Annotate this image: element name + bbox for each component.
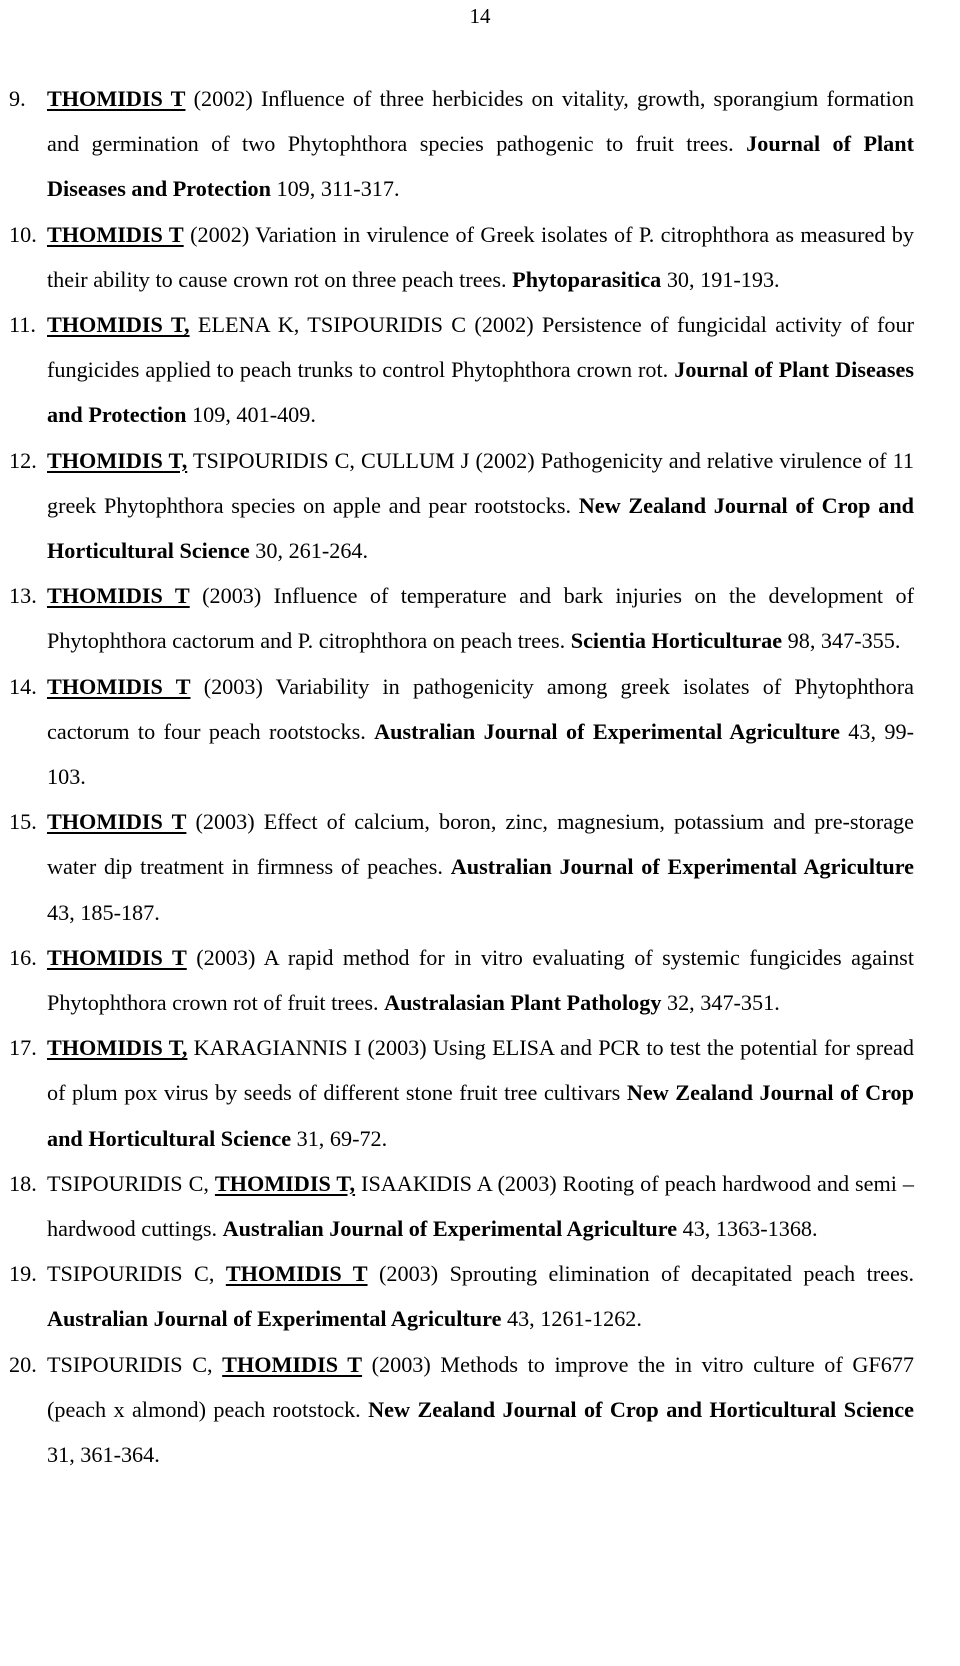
journal-name: Journal of Plant Diseases and Protection: [47, 131, 915, 202]
reference-number: 16.: [9, 944, 37, 970]
journal-name: Australasian Plant Pathology: [384, 990, 662, 1016]
reference-details: 32, 347-351.: [661, 990, 780, 1016]
reference-text: (2003) A rapid method for in vitro evaluating of systemic fungicides against Phytophthora crown rot of fruit trees.: [47, 944, 914, 1016]
reference-prefix: TSIPOURIDIS C,: [47, 1170, 215, 1196]
reference-number: 9.: [9, 86, 26, 111]
reference-number: 18.: [9, 1170, 37, 1196]
journal-name: Australian Journal of Experimental Agriculture: [374, 718, 840, 744]
highlighted-author: THOMIDIS T: [47, 673, 191, 699]
reference-number: 17.: [9, 1035, 37, 1061]
reference-list: [0, 76, 960, 1477]
reference-number: 15.: [9, 809, 37, 835]
reference-text: (2003) Effect of calcium, boron, zinc, magnesium, potassium and pre-storage water dip treatment in firmness of peaches.: [47, 809, 914, 880]
reference-number: 10.: [9, 221, 37, 247]
journal-name: Australian Journal of Experimental Agriculture: [450, 854, 915, 880]
reference-prefix: TSIPOURIDIS C,: [47, 1351, 223, 1377]
journal-name: Phytoparasitica: [512, 266, 662, 292]
reference-item: [3, 1251, 914, 1341]
reference-details: 98, 347-355.: [782, 628, 901, 654]
reference-details: 31, 69-72.: [291, 1125, 388, 1151]
reference-details: 43, 99-103.: [47, 718, 914, 790]
reference-item: [3, 573, 914, 663]
page-number: 14: [469, 4, 491, 28]
reference-number: 20.: [9, 1351, 37, 1377]
reference-number: 13.: [9, 583, 37, 609]
reference-item: [3, 1342, 914, 1478]
journal-name: Journal of Plant Diseases and Protection: [47, 357, 915, 428]
highlighted-author: THOMIDIS T,: [47, 312, 190, 338]
reference-details: 43, 1261-1262.: [501, 1306, 642, 1332]
highlighted-author: THOMIDIS T,: [214, 1170, 356, 1196]
reference-item: [3, 212, 914, 302]
reference-details: 109, 311-317.: [270, 176, 400, 202]
reference-text: (2002) Influence of three herbicides on vitality, growth, sporangium formation and germination of two Phytophthora species pathogenic to fruit trees.: [47, 86, 914, 157]
reference-number: 14.: [9, 673, 37, 699]
journal-name: Australian Journal of Experimental Agriculture: [222, 1216, 678, 1242]
reference-details: 30, 191-193.: [661, 266, 780, 292]
reference-item: [3, 302, 914, 438]
reference-item: [3, 438, 914, 574]
reference-text: (2002) Variation in virulence of Greek isolates of P. citrophthora as measured by their ability to cause crown rot on three peach trees.: [47, 221, 914, 292]
reference-text: (2003) Methods to improve the in vitro culture of GF677 (peach x almond) peach rootstock.: [47, 1351, 914, 1422]
reference-item: [3, 935, 914, 1025]
reference-item: [3, 1161, 914, 1251]
journal-name: New Zealand Journal of Crop and Horticultural Science: [47, 1080, 914, 1151]
highlighted-author: THOMIDIS T,: [47, 447, 188, 473]
reference-item: [3, 799, 914, 935]
highlighted-author: THOMIDIS T: [47, 809, 187, 835]
reference-item: [3, 664, 914, 800]
reference-number: 19.: [9, 1261, 37, 1287]
highlighted-author: THOMIDIS T: [47, 583, 190, 609]
reference-text: (2003) Sprouting elimination of decapitated peach trees.: [367, 1261, 914, 1287]
reference-number: 11.: [9, 312, 36, 338]
journal-name: New Zealand Journal of Crop and Horticultural Science: [47, 492, 914, 564]
reference-text: (2003) Influence of temperature and bark injuries on the development of Phytophthora cactorum and P. citrophthora on peach trees.: [47, 583, 914, 654]
reference-details: 30, 261-264.: [249, 538, 369, 564]
reference-prefix: TSIPOURIDIS C,: [47, 1261, 226, 1287]
highlighted-author: THOMIDIS T: [47, 221, 184, 247]
highlighted-author: THOMIDIS T: [225, 1261, 368, 1287]
reference-details: 43, 185-187.: [47, 899, 160, 925]
highlighted-author: THOMIDIS T,: [47, 1035, 188, 1061]
highlighted-author: THOMIDIS T: [222, 1351, 363, 1377]
reference-item: [3, 76, 914, 212]
reference-details: 109, 401-409.: [186, 402, 316, 428]
reference-item: [3, 1025, 914, 1161]
reference-number: 12.: [9, 447, 37, 473]
journal-name: Scientia Horticulturae: [570, 628, 783, 654]
reference-details: 31, 361-364.: [47, 1442, 160, 1468]
reference-text: KARAGIANNIS I (2003) Using ELISA and PCR to test the potential for spread of plum pox virus by seeds of different stone fruit tree cultivars: [47, 1035, 914, 1106]
reference-text: TSIPOURIDIS C, CULLUM J (2002) Pathogenicity and relative virulence of 11 greek Phytophthora species on apple and pear rootstocks.: [47, 447, 914, 518]
journal-name: Australian Journal of Experimental Agriculture: [47, 1306, 502, 1332]
highlighted-author: THOMIDIS T: [47, 944, 187, 970]
reference-text: ISAAKIDIS A (2003) Rooting of peach hardwood and semi – hardwood cuttings.: [47, 1170, 914, 1242]
reference-details: 43, 1363-1368.: [677, 1216, 818, 1242]
journal-name: New Zealand Journal of Crop and Horticultural Science: [368, 1396, 914, 1422]
reference-text: (2003) Variability in pathogenicity among greek isolates of Phytophthora cactorum to four peach rootstocks.: [47, 673, 914, 744]
highlighted-author: THOMIDIS T: [47, 86, 186, 111]
reference-text: ELENA K, TSIPOURIDIS C (2002) Persistence of fungicidal activity of four fungicides applied to peach trunks to control Phytophthora crown rot.: [47, 312, 914, 383]
